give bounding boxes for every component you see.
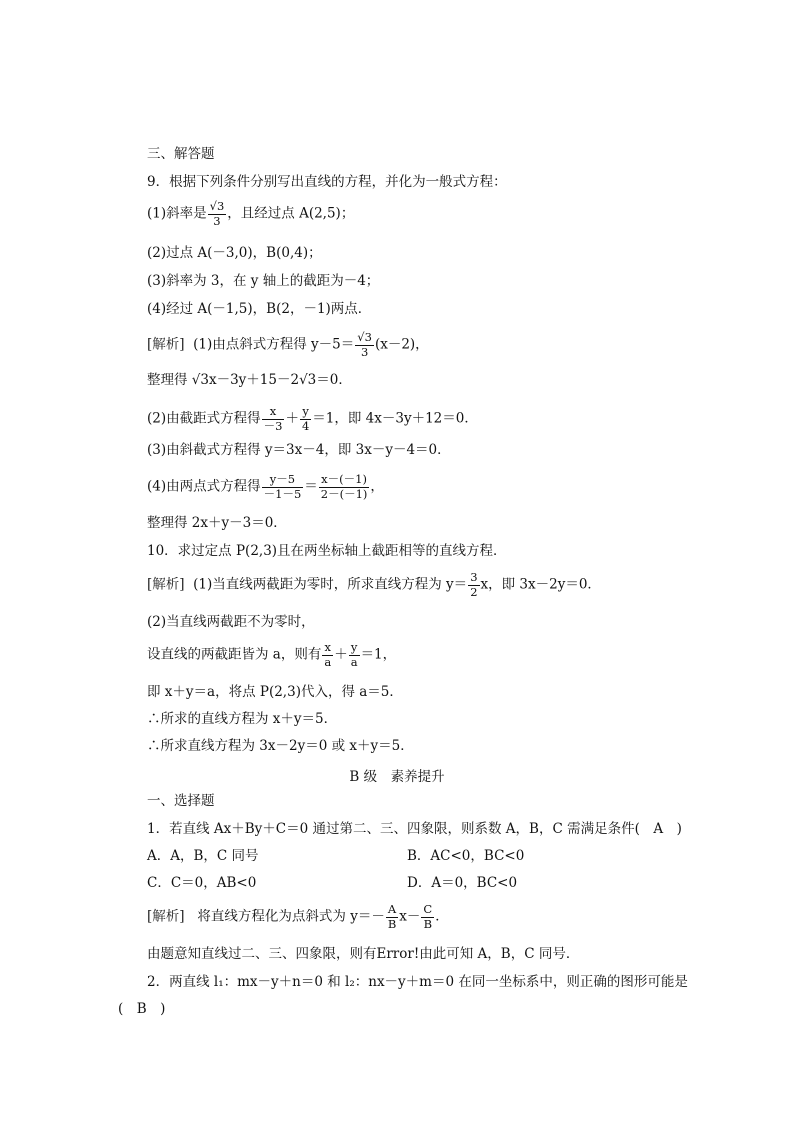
answer-10-part-5: ∴所求的直线方程为 x＋y＝5．	[147, 711, 338, 727]
fraction: $\frac{y}{4}$	[301, 404, 310, 433]
answer-10-part-1: [解析] (1)当直线两截距为零时，所求直线方程为 y＝ $\frac{3}{2}$ x，即 3x－2y＝0．	[147, 570, 601, 599]
answer-9-part-1: [解析] (1)由点斜式方程得 y－5＝ $\frac{√3}{3}$ (x－2)，	[147, 330, 429, 359]
question-2: 2．两直线 l₁：mx－y＋n＝0 和 l₂：nx－y＋m＝0 在同一坐标系中，则正确的图形可能是	[147, 974, 688, 990]
analysis-tag: [解析]	[147, 336, 185, 353]
fraction: $\frac{A}{B}$	[387, 902, 397, 931]
fraction: $\frac{3}{2}$	[470, 570, 478, 599]
option-c: C．C＝0，AB<0	[147, 875, 257, 891]
answer-10-part-3: 设直线的两截距皆为 a，则有 $\frac{x}{a}$ ＋ $\frac{y}{a}$ ＝1，	[147, 640, 397, 669]
answer-10-part-2: (2)当直线两截距不为零时，	[147, 614, 315, 630]
section-heading-answer: 三、解答题	[147, 146, 215, 162]
answer-9-part-2: (2)由截距式方程得 $\frac{x}{-3}$ ＋ $\frac{y}{4}$ ＝1，即 4x－3y＋12＝0．	[147, 404, 478, 433]
answer-9-part-4: (4)由两点式方程得 $\frac{y-5}{-1-5}$ ＝ $\frac{x-(-1)}{2-(-1)}$ ，	[147, 472, 384, 501]
question-9-part-1: (1)斜率是 $\frac{√3}{3}$ ，且经过点 A(2,5)；	[147, 199, 355, 228]
answer-9-part-3: (3)由斜截式方程得 y＝3x－4，即 3x－y－4＝0．	[147, 442, 451, 458]
answer-10-part-6: ∴所求直线方程为 3x－2y＝0 或 x＋y＝5．	[147, 738, 414, 754]
section-heading-choice: 一、选择题	[147, 793, 215, 809]
fraction: $\frac{y}{a}$	[350, 640, 358, 669]
option-b: B．AC<0，BC<0	[407, 848, 525, 864]
question-2-answer: ( B )	[118, 1001, 166, 1017]
answer-1-result: 由题意知直线过二、三、四象限，则有Error!由此可知 A，B，C 同号．	[147, 946, 580, 962]
fraction: $\frac{y-5}{-1-5}$	[263, 472, 302, 501]
fraction: $\frac{x-(-1)}{2-(-1)}$	[320, 472, 368, 501]
question-9-part-2: (2)过点 A(－3,0)，B(0,4)；	[147, 245, 322, 261]
question-1: 1．若直线 Ax＋By＋C＝0 通过第二、三、四象限，则系数 A，B，C 需满足条件( A )	[147, 821, 682, 837]
question-10: 10．求过定点 P(2,3)且在两坐标轴上截距相等的直线方程．	[147, 543, 507, 559]
fraction: $\frac{x}{a}$	[324, 640, 332, 669]
fraction: $\frac{x}{-3}$	[263, 404, 283, 433]
answer-1: [解析] 将直线方程化为点斜式为 y＝－ $\frac{A}{B}$ x－ $\frac{C}{B}$ ．	[147, 902, 449, 931]
fraction: $\frac{C}{B}$	[423, 902, 433, 931]
question-9: 9．根据下列条件分别写出直线的方程，并化为一般式方程：	[147, 174, 507, 190]
question-9-part-3: (3)斜率为 3，在 y 轴上的截距为－4；	[147, 273, 380, 289]
analysis-tag: [解析]	[147, 908, 185, 925]
answer-9-part-4-result: 整理得 2x＋y－3＝0．	[147, 515, 287, 531]
analysis-tag: [解析]	[147, 576, 185, 593]
level-heading: B 级 素养提升	[349, 769, 445, 785]
answer-9-part-1-result: 整理得 √3x－3y＋15－2√3＝0．	[147, 372, 352, 388]
fraction: $\frac{√3}{3}$	[357, 330, 372, 359]
option-a: A．A，B，C 同号	[147, 848, 259, 864]
option-d: D．A＝0，BC<0	[407, 875, 518, 891]
fraction: $\frac{√3}{3}$	[209, 199, 225, 228]
answer-10-part-4: 即 x＋y＝a，将点 P(2,3)代入，得 a＝5．	[147, 684, 403, 700]
question-9-part-4: (4)经过 A(－1,5)，B(2，－1)两点．	[147, 301, 372, 317]
